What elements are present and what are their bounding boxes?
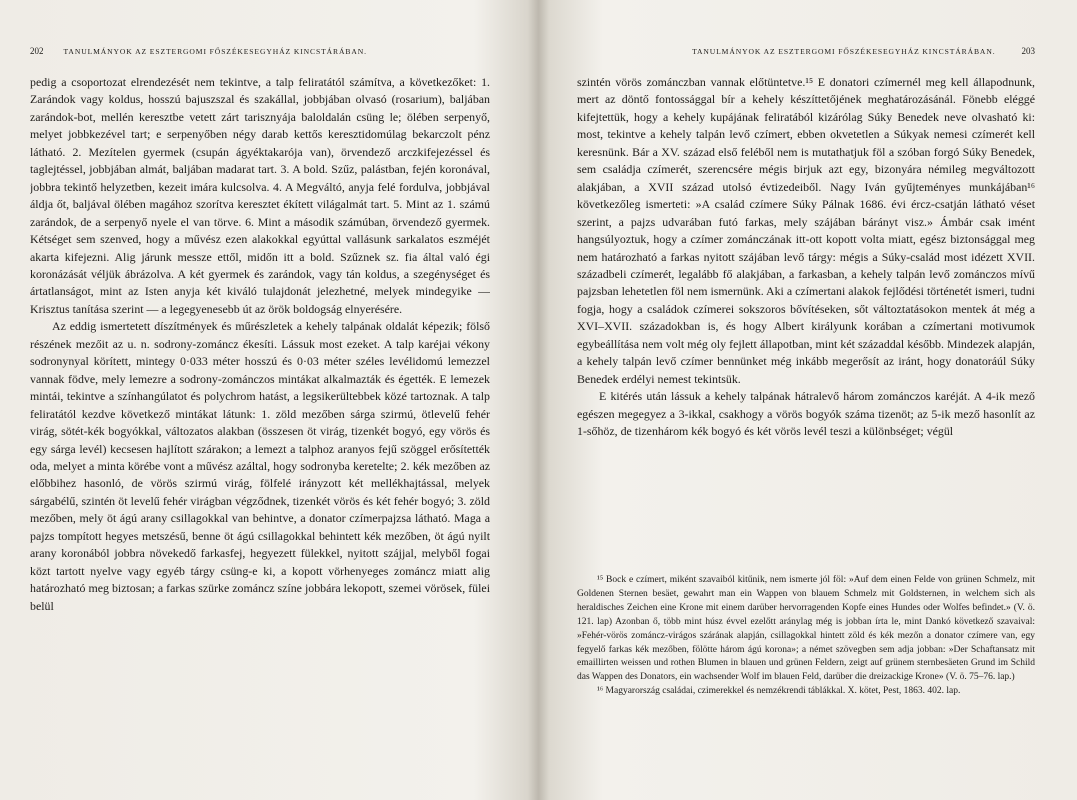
- right-running-head: [577, 44, 1035, 58]
- right-paragraph-2: E kitérés után lássuk a kehely talpának hátralevő három zománczos karéját. A 4-ik mező egészen megegyez a 3-ikkal, csakhogy a vörös bogyók száma tizenöt; az 5-ik mező hasonlít az 1-sőhöz, de tizenhárom kék bogyó és két vörös levél teszi a különbséget; végül: [577, 389, 1035, 439]
- left-page: [30, 0, 490, 800]
- left-running-head: [30, 44, 490, 58]
- right-paragraph-1: szintén vörös zománczban vannak előtüntetve.¹⁵ E donatori czímernél meg kell állapodnunk, mert az döntő fontossággal bír a kehely készíttetőjének meghatározásánál. Fönebb eléggé kifejtettük, hogy a kehely kupájának feliratából kizárólag Súky Benedek neve olvasható ki: most, tekintve a kehely talpán levő czímert, ebben okvetetlen a Súkyak nemesi czímerét kell keresnünk. Bár a XV. század első feléből nem is mutathatjuk föl a szóban forgó Súky Benedek, sem családja czímerét, szerencsére mégis birjuk azt egy, bizonyára némileg megváltozott alakjában, a XVII század utolsó évtizedeiből. Nagy Iván gyűjteményes munkájában¹⁶ következőleg ismerteti: »A család czímere Súky Pálnak 1686. évi ércz-csatján látható véset szerint, a pajzs udvarában futó farkas, mely szájában bárányt visz.» Ámbár csak imént hangsúlyoztuk, hogy a czímer zománczának itt-ott kopott volta miatt, egész biztonsággal meg nem határozható a farkas nyitott szájában levő tárgy: mégis a Súky-család most idézett XVII. századbeli czímerét, legalább fő alakjában, a farkasban, a kehely talpán levő zománczos mívű pajzsban lehetetlen föl nem ismernünk. Aki a czímertani alakok fejlődési történetét ismeri, tudni fogja, hogy a családok czímerei sokszoros bővítéseken, sőt változtatásokon mentek át még a XVI–XVII. századokban is, és hogy Albert királyunk korában a czímertani motivumok egybeállítása nem volt még oly fejlett állapotban, mint két századdal később. Mindezek alapján, a kehely talpán levő czímer bennünket még inkább megerősít az iránt, hogy donatoráúl Súky Benedek erdélyi nemest tekintsük.: [577, 75, 1035, 386]
- left-body-text: [30, 74, 490, 615]
- right-body-text: [577, 74, 1035, 441]
- right-page: [577, 0, 1035, 800]
- left-running-title: TANULMÁNYOK AZ ESZTERGOMI FŐSZÉKESEGYHÁZ KINCSTÁRÁBAN.: [63, 46, 367, 56]
- right-running-title: TANULMÁNYOK AZ ESZTERGOMI FŐSZÉKESEGYHÁZ KINCSTÁRÁBAN.: [692, 46, 996, 56]
- left-paragraph-1: pedig a csoportozat elrendezését nem tekintve, a talp feliratától számítva, a következőket: 1. Zarándok vagy koldus, hosszú bajuszszal és szakállal, jobbjában olvasó (rosarium), baljában zarándok-bot, mellén keresztbe vetett zárt tarisznyája baloldalán csüng le; ölében serpenyő, melyet jobbkezével tart; e serpenyőben négy darab kettős keresztidomúlag bekarczolt pénz látható. 2. Mezítelen gyermek (csupán ágyéktakarója van), örvendező arczkifejezéssel és taglejtéssel, jobbjában almát, baljában madarat tart. 3. A bold. Szűz, palástban, fején koronával, jobbra tekintő helyzetben, kezeit imára kulcsolva. 4. A Megváltó, anyja felé fordulva, jobbjával áldja őt, baljával ölében magához szorítva keresztet ékített világalmát tart. 5. Mint az 1. számú zarándok, de a serpenyő nyele el van törve. 6. Mint a második számúban, örvendező gyermek. Kétséget sem szenved, hogy a művész ezen alakokkal egyúttal vallásunk sarkalatos eszméjét akarta kifejezni. Alig járunk messze ettől, midőn itt a bold. Szűznek sz. fia által való égi koronázását véljük ábrázolva. A két gyermek és zarándok, vagy tán koldus, a szegénységet és ártatlanságot, mint az Isten anyja két kiváló tulajdonát jelezhetné, melyek mindegyike — Krisztus tanítása szerint — a legegyenesebb út az örök boldogság elnyerésére.: [30, 75, 490, 316]
- right-page-number: 203: [1021, 46, 1035, 56]
- left-page-number: 202: [30, 46, 44, 56]
- footnotes: [577, 574, 1035, 699]
- footnote-16: ¹⁶ Magyarország családai, czimerekkel és nemzékrendi táblákkal. X. kötet, Pest, 1863. 402. lap.: [597, 686, 961, 697]
- left-paragraph-2: Az eddig ismertetett díszítmények és műrészletek a kehely talpának oldalát képezik; fölső részének mezőit az u. n. sodrony-zománcz ékesíti. Lássuk most ezeket. A talp karéjai vékony sodronynyal körített, mintegy 0·033 méter hosszú és 0·03 méter széles levélidomú lemezzel vannak födve, mely lemezre a sodrony-zománczos mintákat alkalmazták és égették. E lemezek mintái, tekintve a színhangúlatot és polychrom hatást, a legsikerültebbek közé tartoznak. A talp feliratától kezdve következő mintákat látunk: 1. zöld mezőben sárga szirmú, ötlevelű fehér virág, sötét-kék bogyókkal, változatos alakban (összesen öt virág, tizenkét bogyó, egy vörös és egy sárga levél) kecsesen hajlított szárakon; a lemezt a talphoz aranyos fejű szöggel erősítették oda, melyet a minta körébe vont a művész azáltal, hogy sodronyba keretelte; 2. kék mezőben az előbbihez hasonló, de vörös szirmú virág, fölfelé irányzott két mellékhajtással, melyek sárgabélű, szintén öt levelű fehér virágban végződnek, tizenkét vörös és két fehér bogyó; 3. zöld mezőben, mely öt ágú arany csillagokkal van behintve, a donator czímerpajzsa látható. Maga a pajzs tompított hegyes metszésű, benne öt ágú csillagokkal behintett kék mezőben, öt ágú nyilt arany koronából jobbra növekedő farkasfej, hegyezett fülekkel, nyitott szájjal, melyből fogai közt tartott nyelve vagy egyéb tárgy csüng-e ki, a kopott vörhenyeges zománcz miatt alig határozható meg biztosan; a farkas szürke zománcz színe jobbára lekopott, szemei vörösek, fülei belül: [30, 319, 490, 613]
- footnote-15: ¹⁵ Bock e czímert, miként szavaiból kitűnik, nem ismerte jól föl: »Auf dem einen Felde von grünen Schmelz, mit Goldenen Sternen besäet, gewahrt man ein Wappen von blauem Schmelz mit Goldsternen, in welchem sich als heraldisches Zeichen eine Krone mit einem darüber hervorragenden Kopfe eines Hundes oder Wolfes befindet.» (V. ö. 121. lap) Azonban ő, több mint húsz évvel ezelőtt aránylag még is jobban írta le, mint Dankó következő szavaival: »Fehér-vörös zománcz-virágos szárának alapján, csillagokkal hintett zöld és kék mezőn a donator czímere van, egy fegyelő farkas kék mezőben, fölötte három ágú korona»; a német szövegben sem adja jobban: »Der Schaftansatz mit emaillirten weissen und rothen Blumen in blauen und grünen Feldern, zeigt auf grünem sternbesäeten Grund im Schild das Wappen des Donators, ein wachsender Wolf im blauen Feld, darüber die dreizackige Krone» (V. ö. 75–76. lap.): [577, 575, 1035, 683]
